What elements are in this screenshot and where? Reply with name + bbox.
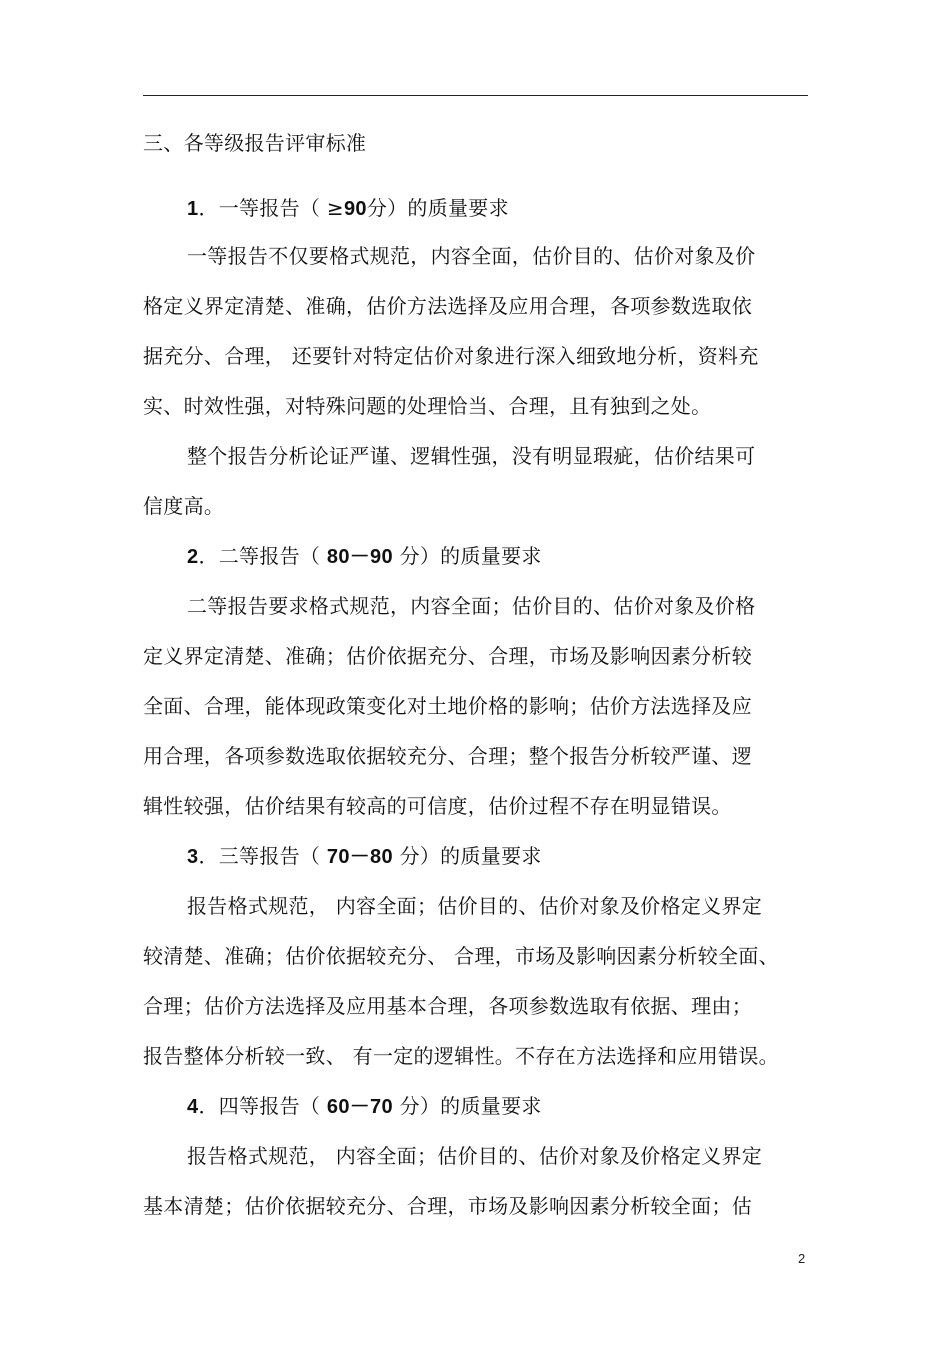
subsection-number: 1: [187, 198, 199, 220]
subsection-title-text: ．二等报告（: [198, 544, 327, 568]
score-range: 70－80: [326, 846, 393, 868]
paragraph-line: 二等报告要求格式规范，内容全面；估价目的、估价对象及价格: [187, 594, 756, 618]
paragraph-line: 实、时效性强，对特殊问题的处理恰当、合理，且有独到之处。: [143, 394, 712, 418]
subsection-title-text: ．三等报告（: [198, 844, 327, 868]
paragraph-line: 用合理，各项参数选取依据较充分、合理；整个报告分析较严谨、逻: [143, 744, 752, 768]
subsection-title-4: [187, 1091, 542, 1122]
header-rule: [143, 95, 808, 96]
subsection-title-text: ．四等报告（: [198, 1094, 327, 1118]
subsection-title-text: 分）的质量要求: [366, 196, 509, 220]
section-heading: 三、各等级报告评审标准: [143, 131, 367, 155]
paragraph-line: 辑性较强，估价结果有较高的可信度，估价过程不存在明显错误。: [143, 794, 732, 818]
paragraph-line: 报告整体分析较一致、 有一定的逻辑性。不存在方法选择和应用错误。: [143, 1044, 779, 1068]
paragraph-line: 定义界定清楚、准确；估价依据充分、合理，市场及影响因素分析较: [143, 644, 752, 668]
paragraph-line: 据充分、合理， 还要针对特定估价对象进行深入细致地分析，资料充: [143, 344, 759, 368]
paragraph-line: 报告格式规范， 内容全面；估价目的、估价对象及价格定义界定: [187, 894, 763, 918]
paragraph-line: 较清楚、准确；估价依据较充分、 合理，市场及影响因素分析较全面、: [143, 944, 779, 968]
subsection-title-text: 分）的质量要求: [392, 844, 542, 868]
subsection-title-1: [187, 193, 509, 224]
paragraph-line: 合理；估价方法选择及应用基本合理，各项参数选取有依据、理由；: [143, 994, 752, 1018]
subsection-title-text: 分）的质量要求: [392, 1094, 542, 1118]
paragraph-line: 报告格式规范， 内容全面；估价目的、估价对象及价格定义界定: [187, 1144, 763, 1168]
subsection-title-3: [187, 841, 542, 872]
paragraph-line: 整个报告分析论证严谨、逻辑性强，没有明显瑕疵，估价结果可: [187, 444, 756, 468]
score-range: 60－70: [326, 1096, 393, 1118]
subsection-number: 3: [187, 846, 199, 868]
paragraph-line: 全面、合理，能体现政策变化对土地价格的影响；估价方法选择及应: [143, 694, 752, 718]
subsection-number: 4: [187, 1096, 199, 1118]
paragraph-line: 基本清楚；估价依据较充分、合理，市场及影响因素分析较全面；估: [143, 1194, 752, 1218]
score-range: 90: [343, 198, 367, 220]
paragraph-line: 信度高。: [143, 494, 225, 518]
page-number: 2: [798, 1251, 806, 1266]
paragraph-line: 格定义界定清楚、准确，估价方法选择及应用合理，各项参数选取依: [143, 294, 752, 318]
subsection-number: 2: [187, 546, 199, 568]
subsection-title-text: ．一等报告（ ≥: [198, 196, 344, 220]
paragraph-line: 一等报告不仅要格式规范，内容全面，估价目的、估价对象及价: [187, 244, 756, 268]
subsection-title-2: [187, 541, 542, 572]
subsection-title-text: 分）的质量要求: [392, 544, 542, 568]
score-range: 80－90: [326, 546, 393, 568]
